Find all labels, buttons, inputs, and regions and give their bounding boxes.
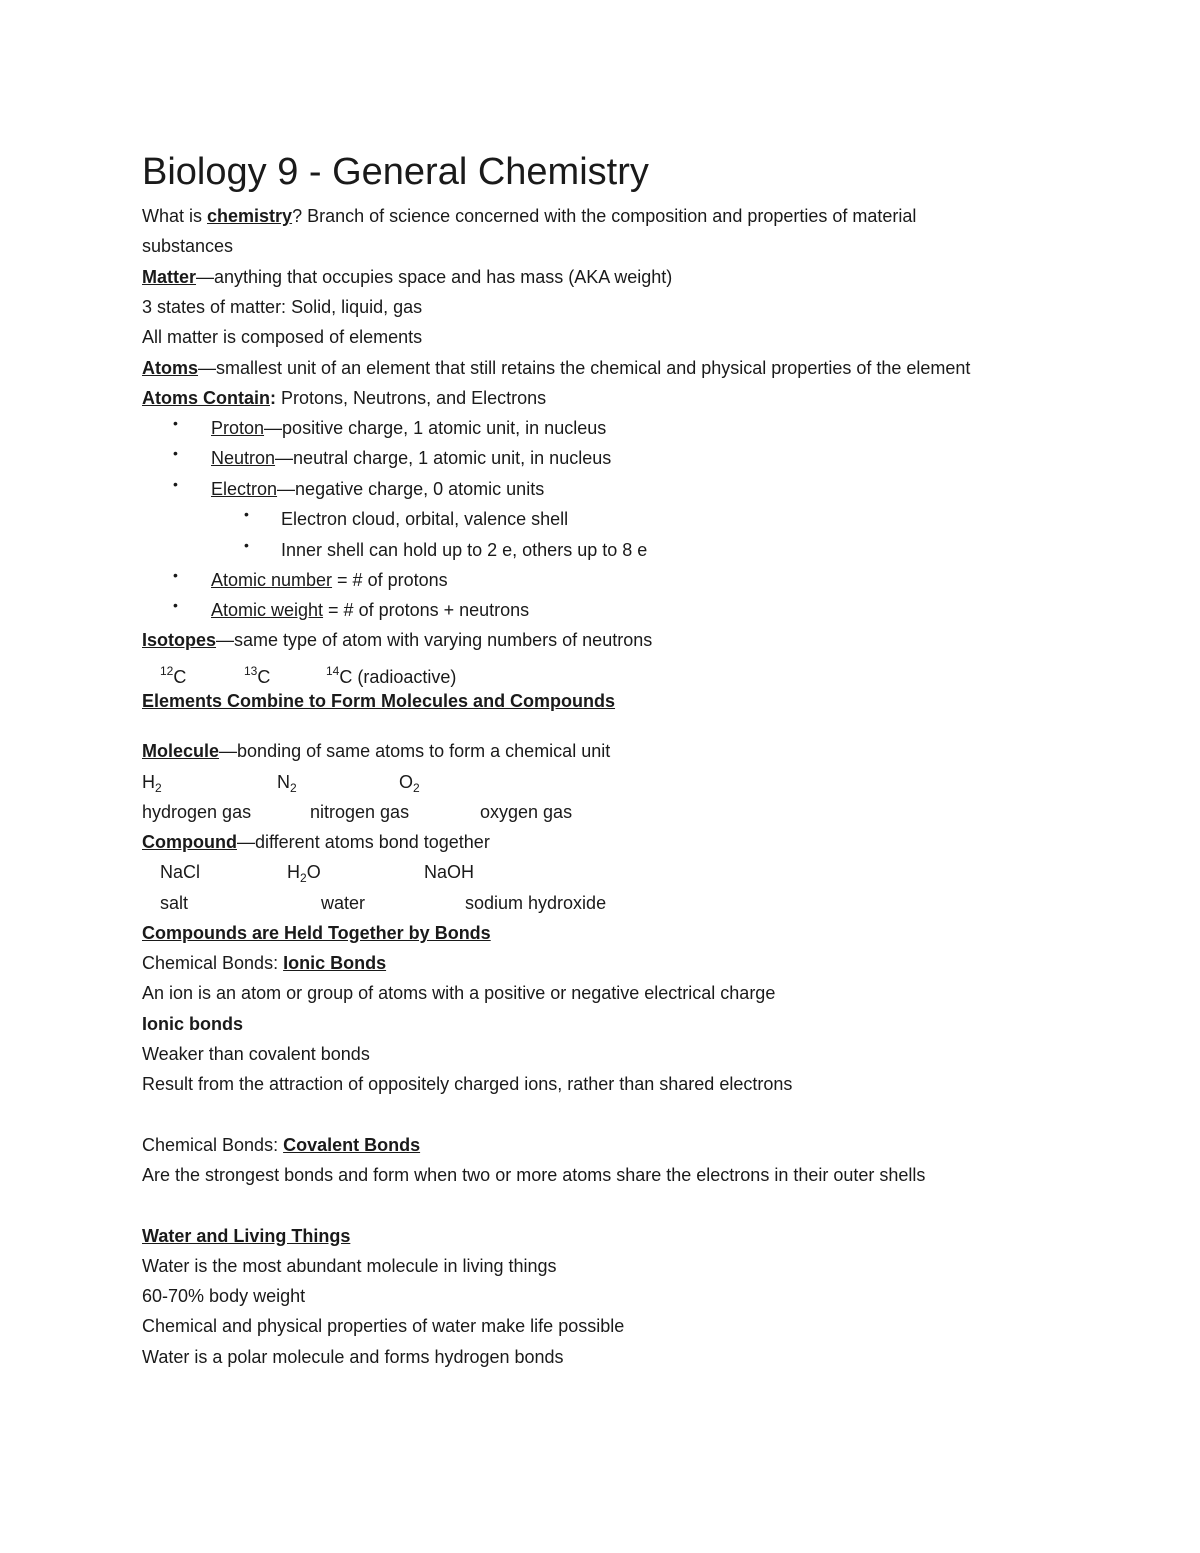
matter-definition: Matter—anything that occupies space and has mass (AKA weight) — [142, 267, 673, 287]
bullet-icon: • — [173, 415, 178, 431]
electron-subitem: Inner shell can hold up to 2 e, others up to 8 e — [281, 540, 648, 560]
compound-formula-h2o: $H_2O$ — [287, 862, 321, 885]
molecule-name-nitrogen: nitrogen gas — [310, 802, 410, 822]
term-covalent-bonds: Covalent Bonds — [283, 1135, 421, 1155]
bullet-icon: • — [244, 537, 249, 553]
water-line: Chemical and physical properties of water make life possible — [142, 1316, 625, 1336]
molecule-name-oxygen: oxygen gas — [480, 802, 573, 822]
ionic-bonds-heading: Chemical Bonds: Ionic Bonds — [142, 953, 387, 973]
term-atomic-weight: Atomic weight — [211, 600, 324, 620]
term-chemistry: chemistry — [207, 206, 293, 226]
atomic-number-item: Atomic number = # of protons — [211, 570, 448, 590]
chemistry-question: What is chemistry? Branch of science concerned with the composition and properties of material — [142, 206, 917, 226]
term-ionic-bonds: Ionic Bonds — [283, 953, 387, 973]
molecule-formula-n2: $N_2$ — [277, 772, 297, 795]
heading-compounds-bonds: Compounds are Held Together by Bonds — [142, 923, 491, 943]
term-matter: Matter — [142, 267, 197, 287]
term-proton: Proton — [211, 418, 265, 438]
ionic-weaker: Weaker than covalent bonds — [142, 1044, 370, 1064]
water-line: 60-70% body weight — [142, 1286, 306, 1306]
water-line: Water is a polar molecule and forms hydrogen bonds — [142, 1347, 564, 1367]
molecule-formula-h2: $H_2$ — [142, 772, 162, 795]
isotopes-definition: Isotopes—same type of atom with varying numbers of neutrons — [142, 630, 653, 650]
molecule-name-hydrogen: hydrogen gas — [142, 802, 252, 822]
states-of-matter: 3 states of matter: Solid, liquid, gas — [142, 297, 423, 317]
compound-name-salt: salt — [160, 893, 189, 913]
isotope-c12: $^{12}$C — [160, 664, 187, 687]
electron-subitem: Electron cloud, orbital, valence shell — [281, 509, 569, 529]
term-atoms-contain: Atoms Contain — [142, 388, 270, 408]
ionic-bonds-label: Ionic bonds — [142, 1014, 243, 1034]
heading-water: Water and Living Things — [142, 1226, 351, 1246]
term-atomic-number: Atomic number — [211, 570, 333, 590]
term-electron: Electron — [211, 479, 278, 499]
ionic-result: Result from the attraction of oppositely charged ions, rather than shared electrons — [142, 1074, 793, 1094]
proton-item: Proton—positive charge, 1 atomic unit, in nucleus — [211, 418, 607, 438]
electron-item: Electron—negative charge, 0 atomic units — [211, 479, 545, 499]
bullet-icon: • — [173, 567, 178, 583]
molecule-formula-o2: $O_2$ — [399, 772, 420, 795]
bullet-icon: • — [173, 445, 178, 461]
compound-name-sodium-hydroxide: sodium hydroxide — [465, 893, 607, 913]
term-molecule: Molecule — [142, 741, 220, 761]
compound-definition: Compound—different atoms bond together — [142, 832, 490, 852]
bullet-icon: • — [244, 506, 249, 522]
page-title: Biology 9 - General Chemistry — [142, 151, 649, 193]
covalent-bonds-heading: Chemical Bonds: Covalent Bonds — [142, 1135, 421, 1155]
ion-definition: An ion is an atom or group of atoms with a positive or negative electrical charge — [142, 983, 776, 1003]
water-line: Water is the most abundant molecule in living things — [142, 1256, 557, 1276]
isotope-c14: $^{14}$C (radioactive) — [326, 664, 457, 687]
atoms-contain: Atoms Contain: Protons, Neutrons, and Electrons — [142, 388, 547, 408]
matter-composed: All matter is composed of elements — [142, 327, 423, 347]
heading-elements-combine: Elements Combine to Form Molecules and Compounds — [142, 691, 616, 711]
bullet-icon: • — [173, 597, 178, 613]
isotope-c13: $^{13}$C — [244, 664, 271, 687]
term-atoms: Atoms — [142, 358, 199, 378]
compound-formula-nacl: NaCl — [160, 862, 201, 882]
term-neutron: Neutron — [211, 448, 276, 468]
term-compound: Compound — [142, 832, 237, 852]
chemistry-question-cont: substances — [142, 236, 234, 256]
bullet-icon: • — [173, 476, 178, 492]
atoms-definition: Atoms—smallest unit of an element that still retains the chemical and physical properties of the element — [142, 358, 971, 378]
atomic-weight-item: Atomic weight = # of protons + neutrons — [211, 600, 530, 620]
compound-name-water: water — [321, 893, 366, 913]
neutron-item: Neutron—neutral charge, 1 atomic unit, in nucleus — [211, 448, 612, 468]
molecule-definition: Molecule—bonding of same atoms to form a chemical unit — [142, 741, 611, 761]
covalent-definition: Are the strongest bonds and form when two or more atoms share the electrons in their outer shells — [142, 1165, 926, 1185]
compound-formula-naoh: NaOH — [424, 862, 475, 882]
term-isotopes: Isotopes — [142, 630, 217, 650]
